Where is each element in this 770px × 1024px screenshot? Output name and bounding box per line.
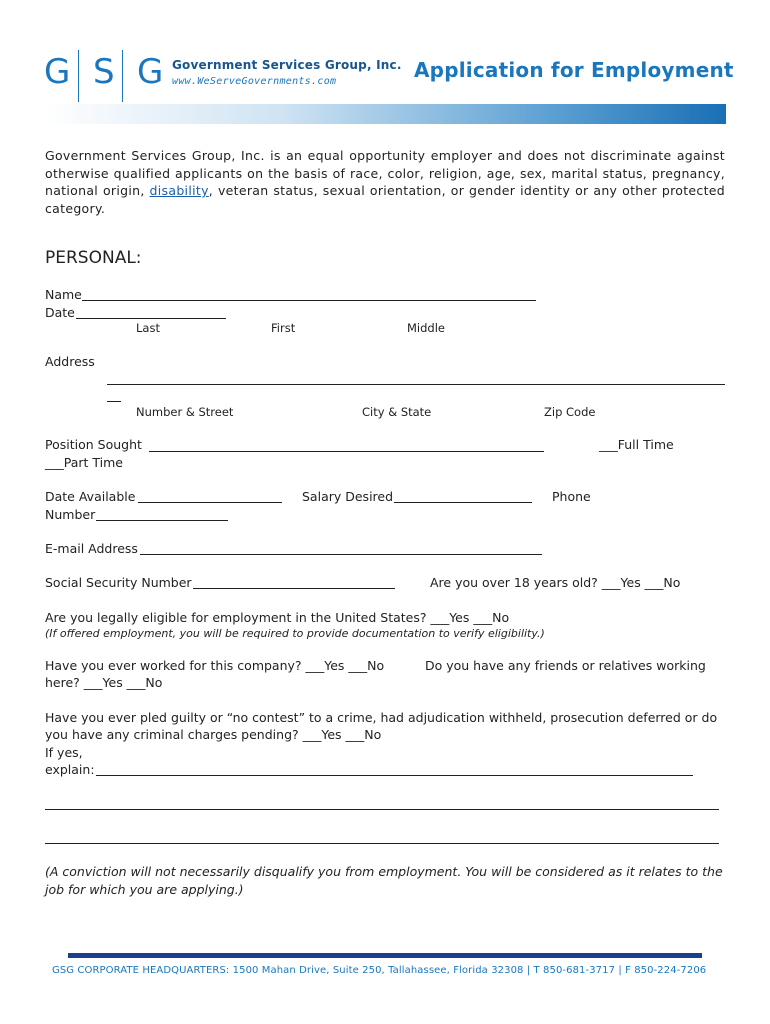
ssn-label: Social Security Number xyxy=(45,575,192,590)
explain-field[interactable] xyxy=(96,775,693,776)
phone-label: Phone xyxy=(552,489,591,504)
eeo-text: Government Services Group, Inc. is an equal opportunity employer and does not discriminate against otherwise qualified applicants on the basis of race, color, religion, age, sex, marital status, pregnancy, national origin, xyxy=(45,148,725,198)
criminal-question: Have you ever pled guilty or “no contest” to a crime, had adjudication withheld, prosecution deferred or do xyxy=(45,710,718,725)
name-field[interactable] xyxy=(82,300,536,301)
over-18-question[interactable]: Are you over 18 years old? ___Yes ___No xyxy=(430,575,681,590)
if-yes-label: If yes, xyxy=(45,745,83,760)
salary-field[interactable] xyxy=(394,502,532,503)
disability-link[interactable]: disability xyxy=(149,183,209,198)
phone-field[interactable] xyxy=(96,520,228,521)
address-field[interactable] xyxy=(107,384,725,385)
name-sub-last: Last xyxy=(136,321,160,335)
friends-answer[interactable]: here? ___Yes ___No xyxy=(45,675,163,690)
eligibility-question[interactable]: Are you legally eligible for employment in the United States? ___Yes ___No xyxy=(45,610,510,625)
address-sub-city: City & State xyxy=(362,405,432,419)
salary-label: Salary Desired xyxy=(302,489,394,504)
date-available-field[interactable] xyxy=(138,502,282,503)
eligibility-note: (If offered employment, you will be required to provide documentation to verify eligibility.) xyxy=(45,627,545,640)
explain-label: explain: xyxy=(45,762,95,777)
page-title: Application for Employment xyxy=(414,58,734,82)
name-sub-middle: Middle xyxy=(407,321,445,335)
criminal-answer[interactable]: you have any criminal charges pending? ___Yes ___No xyxy=(45,727,382,742)
date-label: Date xyxy=(45,305,75,320)
part-time-option[interactable]: ___Part Time xyxy=(45,455,123,470)
email-field[interactable] xyxy=(140,554,542,555)
name-sub-first: First xyxy=(271,321,296,335)
logo-divider xyxy=(122,50,123,102)
logo-letter-g1: G xyxy=(44,52,71,92)
company-website: www.WeServeGovernments.com xyxy=(172,76,337,87)
explain-field-line2[interactable] xyxy=(45,809,719,810)
position-label: Position Sought xyxy=(45,437,142,452)
footer-address: GSG CORPORATE HEADQUARTERS: 1500 Mahan Drive, Suite 250, Tallahassee, Florida 32308 | T 850-681-3717 | F 850-224-7206 xyxy=(52,965,707,976)
header-band xyxy=(44,104,726,124)
address-label: Address xyxy=(45,354,95,369)
worked-before-question[interactable]: Have you ever worked for this company? ___Yes ___No xyxy=(45,658,385,673)
footer-band xyxy=(68,953,702,958)
logo-letter-g2: G xyxy=(137,52,164,92)
address-sub-street: Number & Street xyxy=(136,405,234,419)
friends-question: Do you have any friends or relatives working xyxy=(425,658,706,673)
logo-letter-s: S xyxy=(93,52,115,92)
phone-number-label: Number xyxy=(45,507,96,522)
eeo-statement xyxy=(45,147,725,217)
position-field[interactable] xyxy=(149,451,544,452)
conviction-note: (A conviction will not necessarily disqualify you from employment. You will be considered as it relates to the job for which you are applying.) xyxy=(45,864,723,897)
name-label: Name xyxy=(45,287,82,302)
email-label: E-mail Address xyxy=(45,541,138,556)
ssn-field[interactable] xyxy=(193,588,395,589)
address-field-cont[interactable] xyxy=(107,401,121,402)
section-heading: PERSONAL: xyxy=(45,248,142,268)
address-sub-zip: Zip Code xyxy=(544,405,596,419)
date-available-label: Date Available xyxy=(45,489,136,504)
date-field[interactable] xyxy=(76,318,226,319)
eeo-text-end: , veteran status, sexual orientation, or gender identity or any other protected category. xyxy=(45,183,725,216)
logo-divider xyxy=(78,50,79,102)
company-name: Government Services Group, Inc. xyxy=(172,58,402,72)
full-time-option[interactable]: ___Full Time xyxy=(599,437,674,452)
explain-field-line3[interactable] xyxy=(45,843,719,844)
